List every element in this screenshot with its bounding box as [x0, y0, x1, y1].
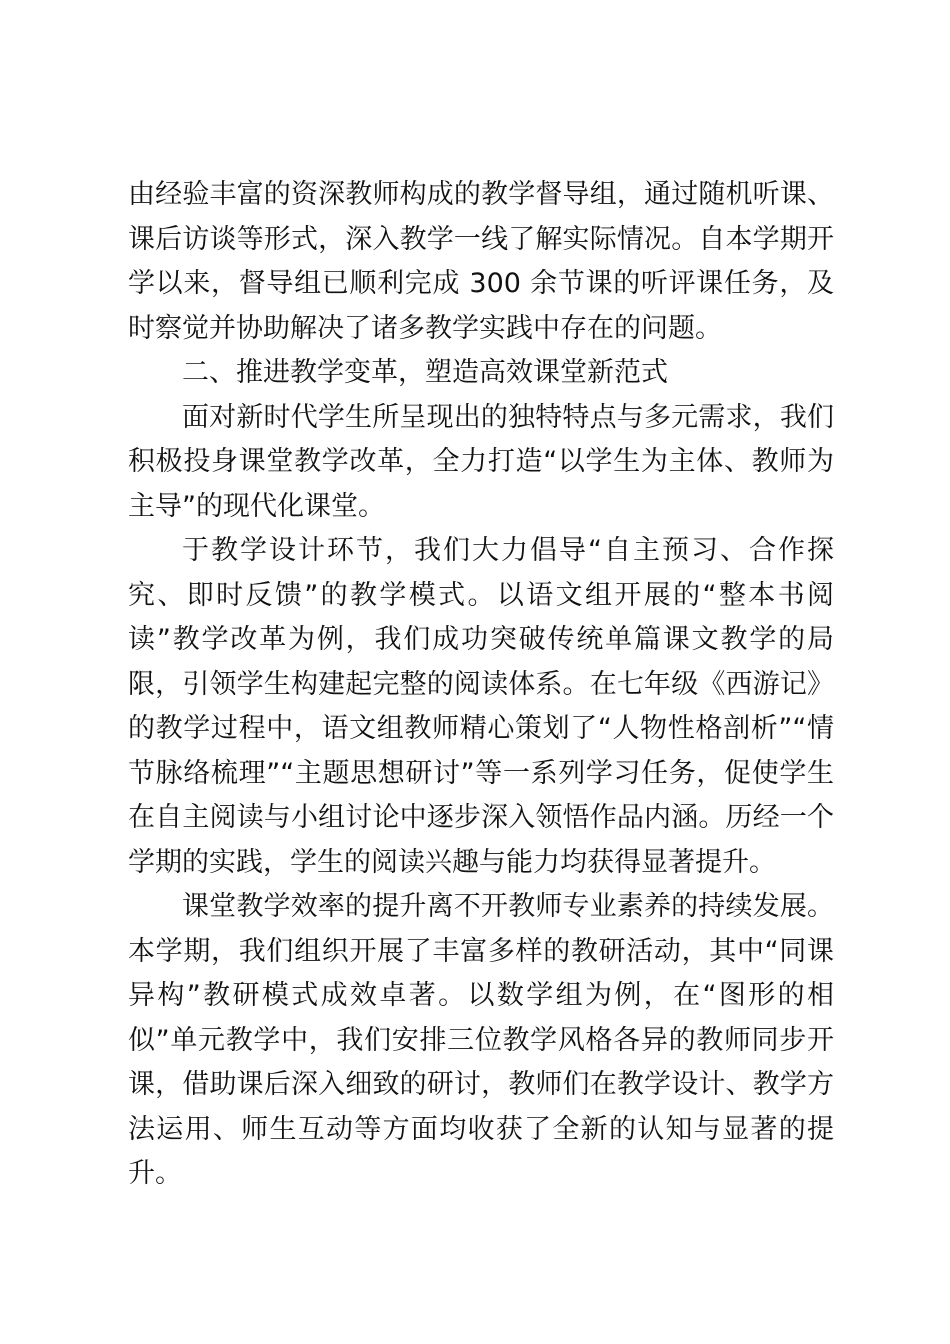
section-heading: 二、推进教学变革，塑造高效课堂新范式: [182, 357, 668, 388]
paragraph-teaching-design: 于教学设计环节，我们大力倡导“自主预习、合作探究、即时反馈”的教学模式。以语文组开展的“整本书阅读”教学改革为例，我们成功突破传统单篇课文教学的局限，引领学生构建起完整的阅读体系。在七年级《西游记》的教学过程中，语文组教师精心策划了“人物性格剖析”“情节脉络梳理”“主题思想研讨”等一系列学习任务，促使学生在自主阅读与小组讨论中逐步深入领悟作品内涵。历经一个学期的实践，学生的阅读兴趣与能力均获得显著提升。: [128, 535, 834, 878]
paragraph-teacher-development: 课堂教学效率的提升离不开教师专业素养的持续发展。本学期，我们组织开展了丰富多样的教研活动，其中“同课异构”教研模式成效卓著。以数学组为例，在“图形的相似”单元教学中，我们安排三位教学风格各异的教师同步开课，借助课后深入细致的研讨，教师们在教学设计、教学方法运用、师生互动等方面均收获了全新的认知与显著的提升。: [128, 891, 834, 1189]
paragraph-supervision: 由经验丰富的资深教师构成的教学督导组，通过随机听课、课后访谈等形式，深入教学一线了解实际情况。自本学期开学以来，督导组已顺利完成 300 余节课的听评课任务，及时察觉并协助解决了诸多教学实践中存在的问题。: [128, 179, 834, 344]
document-body: [128, 173, 834, 1197]
paragraph-reform-intro: 面对新时代学生所呈现出的独特特点与多元需求，我们积极投身课堂教学改革，全力打造“以学生为主体、教师为主导”的现代化课堂。: [128, 401, 834, 522]
